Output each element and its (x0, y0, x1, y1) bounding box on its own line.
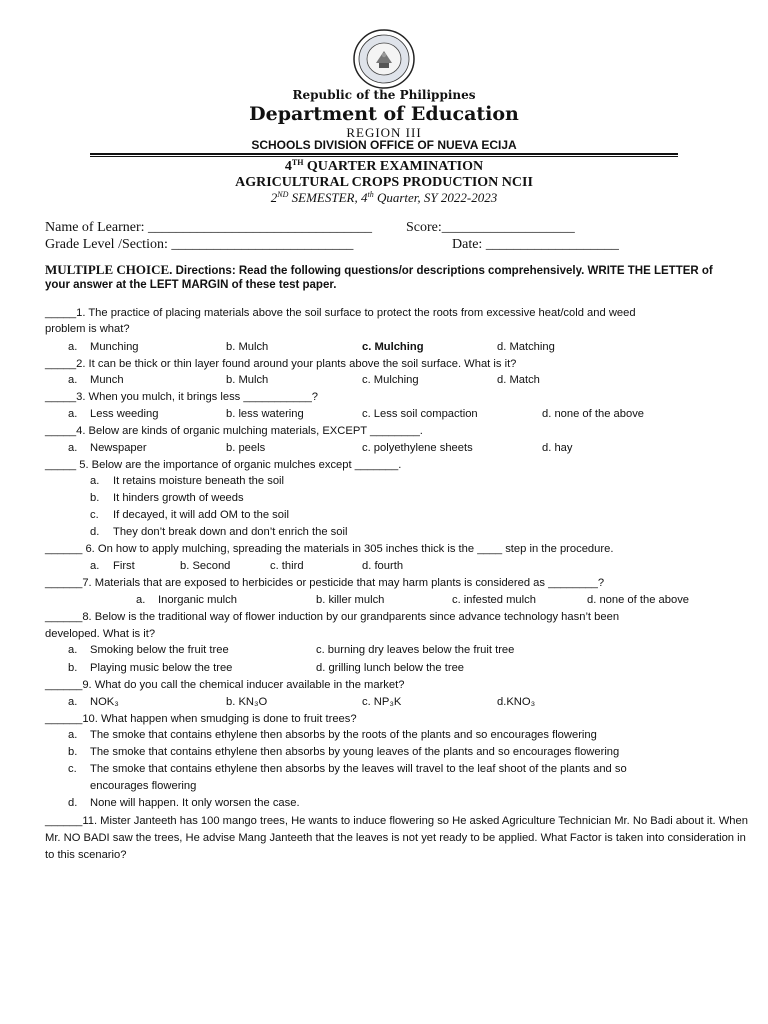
name-field[interactable]: Name of Learner: ________________________________ (45, 220, 372, 235)
option-letter: c. (90, 509, 99, 521)
option-d: They don’t break down and don’t enrich the soil (113, 526, 348, 538)
option-a: Smoking below the fruit tree (90, 644, 229, 656)
option-d: d. grilling lunch below the tree (316, 662, 465, 674)
option-c: c. burning dry leaves below the fruit tree (316, 644, 515, 656)
option-letter: a. (68, 341, 78, 353)
option-c-cont: encourages flowering (90, 780, 197, 792)
option-b: b. killer mulch (316, 594, 385, 606)
option-d: None will happen. It only worsen the case. (90, 797, 300, 809)
option-letter: d. (90, 526, 100, 538)
option-c: c. NP₃K (362, 696, 402, 708)
header-rule (90, 153, 678, 155)
directions (45, 263, 735, 292)
score-field[interactable]: Score:___________________ (406, 220, 575, 235)
question-11: ______11. Mister Janteeth has 100 mango trees, He wants to induce flowering so He asked Agriculture Technician Mr. No Badi about it. When Mr. NO BADI saw the trees, He advise Mang Janteeth that the leaves is not yet ready to be applied. What Factor is taken into consideration in to this scenario? (45, 815, 748, 861)
option-a: Newspaper (90, 442, 147, 454)
option-letter: a. (68, 408, 78, 420)
option-a: The smoke that contains ethylene then absorbs by the roots of the plants and so encourages flowering (90, 729, 597, 741)
option-letter: a. (68, 696, 78, 708)
option-letter: a. (68, 729, 78, 741)
option-letter: b. (90, 492, 100, 504)
option-d: d. none of the above (542, 408, 645, 420)
exam-title: 4TH QUARTER EXAMINATION (284, 158, 484, 174)
question-2: _____2. It can be thick or thin layer found around your plants above the soil surface. What is it? (45, 358, 517, 370)
option-letter: a. (90, 560, 100, 572)
question-8: ______8. Below is the traditional way of flower induction by our grandparents since advance technology hasn’t been (45, 611, 620, 623)
question-4: _____4. Below are kinds of organic mulching materials, EXCEPT ________. (45, 425, 423, 437)
option-a: Inorganic mulch (158, 594, 237, 606)
option-b: Playing music below the tree (90, 662, 233, 674)
option-letter: a. (136, 594, 146, 606)
option-b: The smoke that contains ethylene then absorbs by young leaves of the plants and so encourages flowering (90, 746, 620, 758)
option-c: The smoke that contains ethylene then absorbs by the leaves will travel to the leaf shoot of the plants and so (90, 763, 627, 775)
option-letter: a. (68, 644, 78, 656)
option-letter: a. (68, 374, 78, 386)
semester-line: 2ND SEMESTER, 4th Quarter, SY 2022-2023 (270, 190, 498, 205)
region-heading: REGION III (346, 125, 422, 140)
option-b: b. Mulch (226, 374, 269, 386)
question-7: ______7. Materials that are exposed to herbicides or pesticide that may harm plants is considered as ________? (45, 577, 605, 589)
option-d: d. fourth (362, 560, 404, 572)
question-1: _____1. The practice of placing materials above the soil surface to protect the roots from excessive heat/cold and weed (45, 307, 636, 319)
subject-title: AGRICULTURAL CROPS PRODUCTION NCII (235, 175, 533, 190)
option-c: If decayed, it will add OM to the soil (113, 509, 289, 521)
option-a: First (113, 560, 135, 572)
option-b: b. KN₃O (226, 696, 268, 708)
date-field[interactable]: Date: ___________________ (452, 237, 619, 252)
option-c: c. infested mulch (452, 594, 536, 606)
department-heading: Department of Education (249, 103, 519, 125)
option-letter: b. (68, 662, 78, 674)
option-b: b. peels (226, 442, 266, 454)
option-letter: a. (68, 442, 78, 454)
option-b: b. Second (180, 560, 231, 572)
option-c: c. Mulching (362, 374, 419, 386)
option-a: Munch (90, 374, 124, 386)
option-d: d. hay (542, 442, 573, 454)
option-d: d. Matching (497, 341, 555, 353)
option-c: c. Mulching (362, 341, 424, 353)
option-a: NOK₃ (90, 696, 119, 708)
header-rule-thin (90, 156, 678, 157)
option-b: b. Mulch (226, 341, 269, 353)
option-c: c. Less soil compaction (362, 408, 478, 420)
option-c: c. polyethylene sheets (362, 442, 473, 454)
question-9: ______9. What do you call the chemical inducer available in the market? (45, 679, 405, 691)
division-heading: SCHOOLS DIVISION OFFICE OF NUEVA ECIJA (251, 138, 517, 152)
option-letter: b. (68, 746, 78, 758)
option-a: It retains moisture beneath the soil (113, 475, 285, 487)
option-d: d. none of the above (587, 594, 690, 606)
deped-seal-logo (346, 29, 422, 89)
question-6: ______ 6. On how to apply mulching, spreading the materials in 305 inches thick is the ____ step in the procedure. (45, 543, 614, 555)
option-letter: c. (68, 763, 77, 775)
option-d: d. Match (497, 374, 540, 386)
question-8-cont: developed. What is it? (45, 628, 156, 640)
republic-heading: Republic of the Philippines (292, 88, 476, 102)
directions-label: MULTIPLE CHOICE. (45, 262, 173, 277)
question-5: _____ 5. Below are the importance of organic mulches except _______. (45, 459, 402, 471)
option-d: d.KNO₃ (497, 696, 536, 708)
directions-text: Directions: Read the following questions/or descriptions comprehensively. WRITE THE LETTER of your answer at the LEFT MARGIN of these test paper. (45, 265, 713, 291)
option-b: It hinders growth of weeds (113, 492, 244, 504)
option-letter: d. (68, 797, 78, 809)
grade-section-field[interactable]: Grade Level /Section: __________________________ (45, 237, 354, 252)
option-a: Munching (90, 341, 139, 353)
option-b: b. less watering (226, 408, 304, 420)
question-1-cont: problem is what? (45, 323, 130, 335)
question-3: _____3. When you mulch, it brings less ___________? (45, 391, 319, 403)
option-letter: a. (90, 475, 100, 487)
option-a: Less weeding (90, 408, 159, 420)
question-10: ______10. What happen when smudging is done to fruit trees? (45, 713, 357, 725)
option-c: c. third (270, 560, 304, 572)
